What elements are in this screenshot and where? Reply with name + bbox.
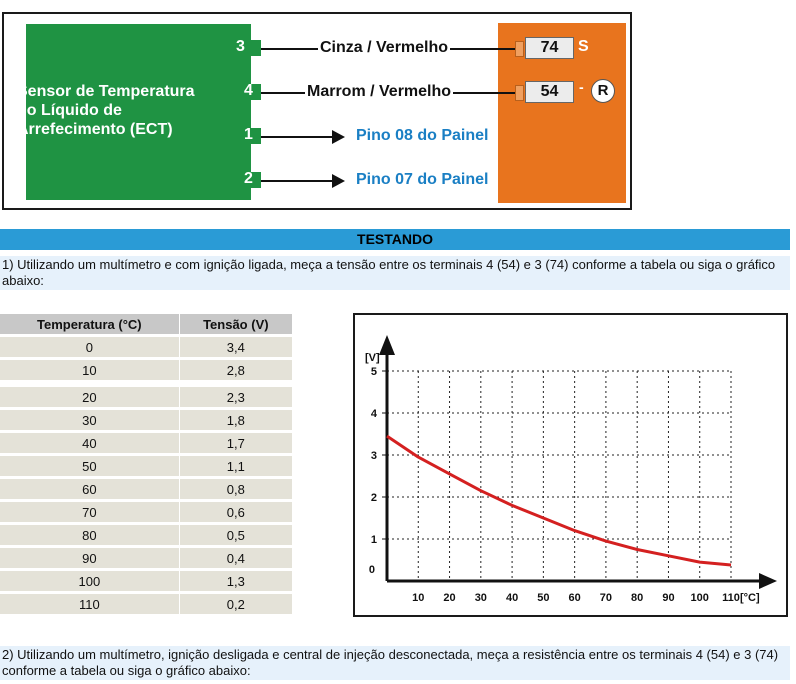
voltage-table — [0, 314, 293, 614]
table-row — [0, 593, 293, 615]
table-row — [0, 478, 293, 501]
chart-canvas — [355, 315, 786, 615]
temp-cell: 20 — [0, 384, 179, 409]
arrow-icon — [332, 174, 345, 188]
voltage-cell: 3,4 — [179, 336, 292, 359]
y-tick-label: 5 — [370, 366, 377, 378]
voltage-cell: 1,8 — [179, 409, 292, 432]
voltage-cell: 2,3 — [179, 384, 292, 409]
y-tick-label: 3 — [370, 450, 377, 462]
table-row — [0, 359, 293, 384]
temp-cell: 30 — [0, 409, 179, 432]
wiring-diagram — [2, 12, 632, 210]
x-tick-label: 90 — [662, 592, 675, 604]
instruction-2: 2) Utilizando um multímetro, ignição desligada e central de injeção desconectada, meça a resistência entre os terminais 4 (54) e 3 (74) conforme a tabela ou siga o gráfico abaixo: — [0, 646, 790, 680]
x-tick-label: 100 — [690, 592, 709, 604]
terminal-s-label: S — [578, 38, 589, 55]
sensor-label: Sensor de Temperatura do Líquido de Arrefecimento (ECT) — [17, 83, 195, 138]
pin-connector — [251, 40, 261, 56]
voltage-cell: 1,7 — [179, 432, 292, 455]
x-tick-label: 50 — [537, 592, 550, 604]
x-tick-label: 10 — [412, 592, 425, 604]
pin-number: 1 — [244, 126, 253, 143]
wire-label: Pino 08 do Painel — [356, 127, 489, 144]
pin-number: 2 — [244, 170, 253, 187]
y-tick-label: 1 — [370, 534, 377, 546]
y-axis-label: [V] — [365, 352, 380, 364]
x-tick-label: 30 — [474, 592, 487, 604]
pin-number: 4 — [244, 82, 253, 99]
temp-cell: 40 — [0, 432, 179, 455]
temp-cell: 80 — [0, 524, 179, 547]
voltage-cell: 0,4 — [179, 547, 292, 570]
instruction-1: 1) Utilizando um multímetro e com ignição ligada, meça a tensão entre os terminais 4 (54) e 3 (74) conforme a tabela ou siga o gráfico abaixo: — [0, 256, 790, 290]
x-tick-label: 60 — [568, 592, 581, 604]
x-tick-label: 110 — [722, 592, 740, 604]
temp-cell: 50 — [0, 455, 179, 478]
temp-cell: 90 — [0, 547, 179, 570]
terminal-54-box: 54 — [525, 81, 574, 103]
y-axis-arrow-icon — [379, 335, 395, 355]
table-row — [0, 570, 293, 593]
voltage-cell: 0,6 — [179, 501, 292, 524]
voltage-chart — [353, 313, 788, 617]
table-row — [0, 501, 293, 524]
wire-label: Pino 07 do Painel — [356, 171, 489, 188]
temp-cell: 60 — [0, 478, 179, 501]
origin-label: 0 — [368, 564, 375, 576]
temp-cell: 0 — [0, 336, 179, 359]
pin-number: 3 — [236, 38, 245, 55]
temp-cell: 10 — [0, 359, 179, 384]
voltage-cell: 0,8 — [179, 478, 292, 501]
arrow-icon — [332, 130, 345, 144]
minus-icon: - — [579, 79, 584, 95]
x-tick-label: 70 — [599, 592, 613, 604]
table-row — [0, 384, 293, 409]
temp-cell: 110 — [0, 593, 179, 615]
terminal-r-label: R — [591, 79, 615, 103]
voltage-cell: 0,2 — [179, 593, 292, 615]
y-tick-label: 4 — [370, 408, 377, 420]
table-row — [0, 455, 293, 478]
voltage-cell: 0,5 — [179, 524, 292, 547]
x-tick-label: 40 — [505, 592, 519, 604]
table-row — [0, 336, 293, 359]
column-header: Temperatura (°C) — [0, 314, 179, 336]
voltage-cell: 1,1 — [179, 455, 292, 478]
y-tick-label: 2 — [370, 492, 377, 504]
table-row — [0, 524, 293, 547]
voltage-cell: 2,8 — [179, 359, 292, 384]
terminal-74-box: 74 — [525, 37, 574, 59]
x-axis-arrow-icon — [759, 573, 777, 589]
wire-line — [261, 180, 333, 182]
table-row — [0, 547, 293, 570]
x-tick-label: 80 — [631, 592, 644, 604]
x-axis-label: [°C] — [740, 592, 760, 604]
table-row — [0, 409, 293, 432]
voltage-cell: 1,3 — [179, 570, 292, 593]
terminal-tab — [515, 85, 524, 101]
column-header: Tensão (V) — [179, 314, 292, 336]
section-title: TESTANDO — [0, 229, 790, 250]
wire-label: Cinza / Vermelho — [320, 39, 449, 56]
wire-line — [261, 136, 333, 138]
terminal-tab — [515, 41, 524, 57]
temp-cell: 100 — [0, 570, 179, 593]
table-row — [0, 432, 293, 455]
wire-label: Marrom / Vermelho — [307, 83, 452, 100]
x-tick-label: 20 — [443, 592, 456, 604]
temp-cell: 70 — [0, 501, 179, 524]
